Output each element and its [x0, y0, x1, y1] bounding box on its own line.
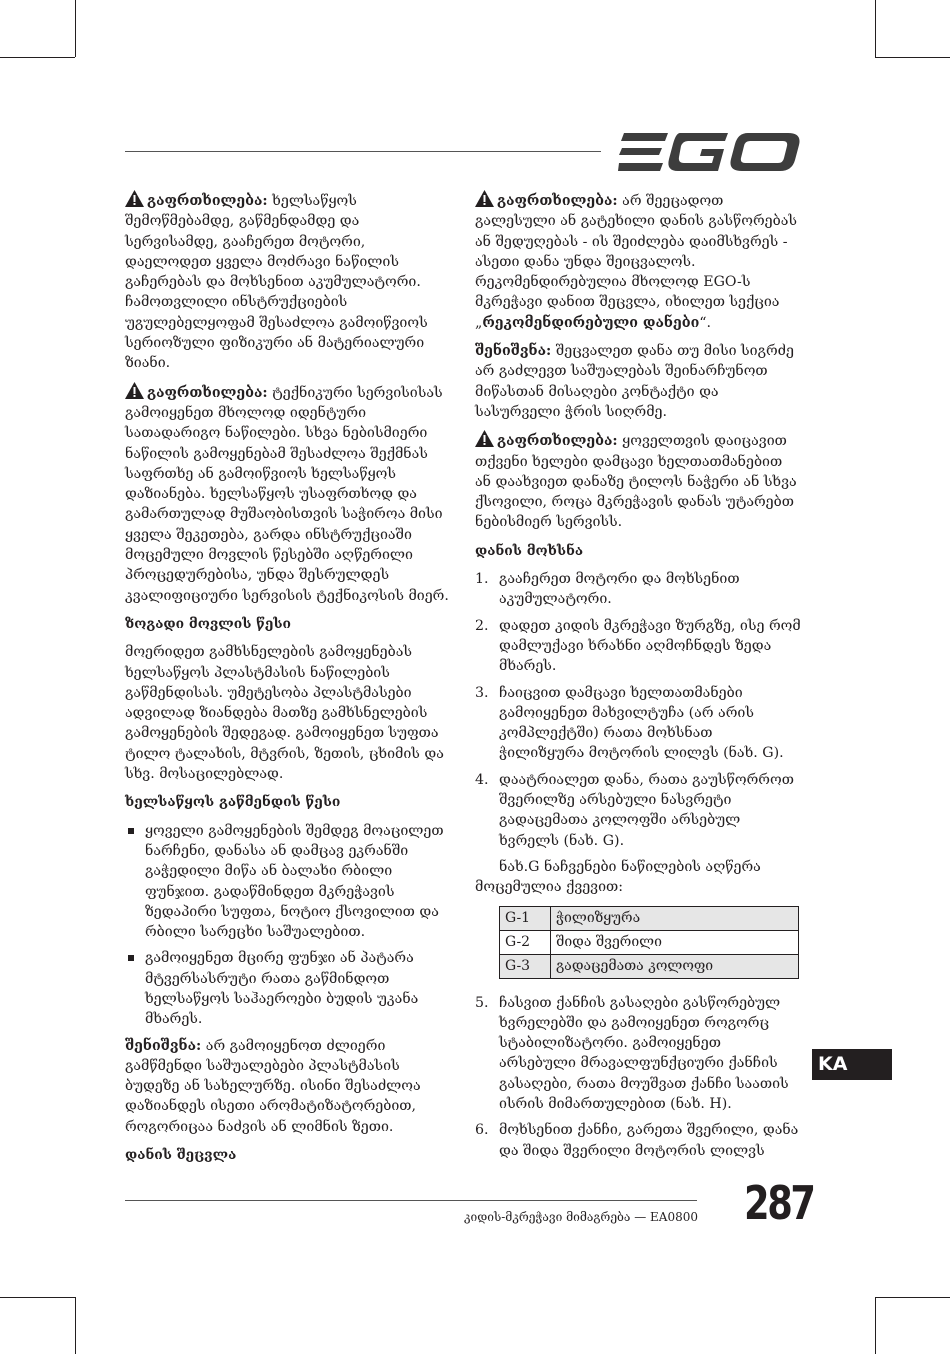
- step-number: 3.: [475, 684, 489, 701]
- table-row: [500, 906, 799, 930]
- warning-paragraph: [475, 430, 801, 532]
- section-heading-cleaning: ხელსაწყოს გაწმენდის წესი: [125, 794, 341, 811]
- footer-rule: [125, 1200, 697, 1201]
- step-text: დადეთ კიდის მკრეჭავი ზურგზე, ისე რომ დამლუქავი ხრახნი აღმოჩნდეს ზედა მხარეს.: [499, 617, 801, 675]
- bullet-square: [128, 828, 134, 834]
- part-code: G-1: [500, 906, 551, 930]
- crop-mark: [0, 1297, 75, 1298]
- bullet-square: [128, 955, 134, 961]
- table-row: [500, 954, 799, 978]
- note-text: არ გამოიყენოთ ძლიერი გამწმენდი საშუალებები პლასტმასის ბუდეზე ან სახელურზე. ისინი შესაძლოა დაზიანდეს ისეთი არომატიზატორებით, როგორიცაა ნაძვის ან ლიმნის ზეთი.: [125, 1037, 421, 1135]
- part-name: ჭილიზყურა: [551, 906, 799, 930]
- table-row: [500, 930, 799, 954]
- warning-text: ხელსაწყოს შემოწმებამდე, გაწმენდამდე და სერვისამდე, გააჩერეთ მოტორი, დაელოდეთ ყველა მოძრავი ნაწილის გაჩერებას და მოხსენით აკუმულატორი. ჩამოთვლილი ინსტრუქციების უგულებელყოფამ შესაძლოა გამოიწვიოს სერიოზული ფიზიკური ან მატერიალური ზიანი.: [125, 193, 428, 372]
- crop-mark: [875, 57, 950, 58]
- warning-text: ტექნიკური სერვისისას გამოიყენეთ მხოლოდ იდენტური სათადარიგო ნაწილები. სხვა ნებისმიერი ნაწილის გამოყენებამ შესაძლოა შექმნას საფრთხე ან გამოიწვიოს ხელსაწყოს დაზიანება. ხელსაწყოს უსაფრთხოდ და გამართულად მუშაობისთვის საჭიროა მისი ყველა შეკეთება, გარდა ინსტრუქციაში მოცემული მოვლის წესებში აღწერილი პროცედურებისა, უნდა შესრულდეს კვალიფიციური სერვისის ტექნიკოსის მიერ.: [125, 384, 449, 604]
- ego-logo: [618, 133, 800, 171]
- crop-mark: [75, 0, 76, 57]
- parts-table: [499, 906, 799, 979]
- left-column: [125, 190, 455, 1173]
- section-heading-general-care: ზოგადი მოვლის წესი: [125, 615, 292, 632]
- step-item: [475, 1120, 801, 1161]
- step-text: მოხსენით ქანჩი, გარეთა შვერილი, დანა და შიდა შვერილი მოტორის ლილვს: [499, 1122, 799, 1159]
- step-number: 6.: [475, 1122, 489, 1139]
- warning-label: გაფრთხილება:: [497, 193, 618, 209]
- cleaning-list: [125, 821, 455, 1030]
- removal-steps-continued: [475, 993, 801, 1161]
- warning-icon: [475, 190, 494, 207]
- warning-paragraph: [125, 190, 455, 374]
- warning-text-end: “.: [699, 314, 712, 331]
- crop-mark: [875, 1297, 876, 1354]
- footer-text: კიდის-მკრეჭავი მიმაგრება — EA0800: [463, 1210, 698, 1224]
- right-column: [475, 190, 801, 1167]
- list-item: [125, 948, 455, 1029]
- list-item-text: გამოიყენეთ მცირე ფუნჯი ან პატარა მტვერსასრუტი რათა გაწმინდოთ ხელსაწყოს საჰაეროები ბუდის უკანა მხარეს.: [145, 950, 419, 1028]
- removal-steps: [475, 569, 801, 851]
- step-number: 4.: [475, 771, 489, 788]
- step-number: 2.: [475, 617, 489, 634]
- crop-mark: [75, 1297, 76, 1354]
- step-item: [475, 993, 801, 1115]
- warning-icon: [125, 190, 144, 207]
- step-item: [475, 616, 801, 677]
- step-text: ჩაიცვით დამცავი ხელთათმანები გამოიყენეთ მახვილტუჩა (არ არის კომპლექტში) რათა მოხსნათ ჭილიზყურა მოტორის ლილვს (ნახ. G).: [499, 684, 784, 762]
- part-name: გადაცემათა კოლოფი: [551, 954, 799, 978]
- section-reference-link: რეკომენდირებული დანები: [482, 314, 700, 331]
- warning-paragraph: [475, 190, 801, 333]
- warning-text: ყოველთვის დაიცავით თქვენი ხელები დამცავი ხელთათმანებით ან დაახვიეთ დანაზე ტილოს ნაჭერი ან სხვა ქსოვილი, როცა მკრეჭავის დანას უტარებთ ნებისმიერ სერვისს.: [475, 433, 797, 531]
- warning-text: არ შეეცადოთ გალესული ან გატეხილი დანის გასწორებას ან შედუღებას - ის შეიძლება დაიმსხვრეს - ასეთი დანა უნდა შეიცვალოს. რეკომენდირებულია მხოლოდ EGO-ს მკრეჭავი დანით შეცვლა, იხილეთ სექცია „: [475, 193, 797, 331]
- part-code: G-2: [500, 930, 551, 954]
- note-label: შენიშვნა:: [475, 343, 552, 360]
- note-paragraph: [125, 1036, 455, 1137]
- step-item: [475, 770, 801, 851]
- note-text: შეცვალეთ დანა თუ მისი სიგრძე არ გაძლევთ საშუალებას შეინარჩუნოთ მიწასთან მისაღები კონტაქტი და სასურველი ჭრის სიღრმე.: [475, 343, 794, 420]
- crop-mark: [875, 0, 876, 57]
- step-number: 1.: [475, 571, 489, 588]
- warning-label: გაფრთხილება:: [497, 433, 618, 450]
- warning-icon: [475, 430, 494, 447]
- step-text: ჩასვით ქანჩის გასაღები გასწორებულ ხვრელებში და გამოიყენეთ როგორც სტაბილიზატორი. გამოიყენეთ არსებული მრავალფუნქციური ქანჩის გასაღები, რათა მოუშვათ ქანჩი საათის ისრის მიმართულებით (ნახ. H).: [499, 994, 789, 1112]
- part-name: შიდა შვერილი: [551, 930, 799, 954]
- step-text: გააჩერეთ მოტორი და მოხსენით აკუმულატორი.: [499, 571, 740, 608]
- note-label: შენიშვნა:: [125, 1037, 202, 1054]
- header-rule: [125, 151, 601, 152]
- warning-label: გაფრთხილება:: [147, 384, 268, 401]
- crop-mark: [875, 1297, 950, 1298]
- page-number: 287: [744, 1176, 814, 1230]
- warning-paragraph: [125, 382, 455, 606]
- warning-icon: [125, 382, 144, 399]
- crop-mark: [0, 57, 75, 58]
- language-tab: KA: [812, 1049, 892, 1080]
- general-care-text: მოერიდეთ გამხსნელების გამოყენებას ხელსაწყოს პლასტმასის ნაწილების გაწმენდისას. უმეტესობა პლასტმასები ადვილად ზიანდება მათზე გამხსნელების გამოყენების შედეგად. გამოიყენეთ სუფთა ტილო ტალახის, მტვრის, ზეთის, ცხიმის და სხვ. მოსაცილებლად.: [125, 644, 444, 783]
- step-item: [475, 569, 801, 610]
- step-number: 5.: [475, 994, 489, 1011]
- step-text: დაატრიალეთ დანა, რათა გაუსწორროთ შვერილზე არსებული ნასვრეტი გადაცემათა კოლოფში არსებულ ხვრელს (ნახ. G).: [499, 771, 794, 849]
- note-paragraph: [475, 341, 801, 422]
- section-heading-blade-replacement: დანის შეცვლა: [125, 1147, 237, 1164]
- part-code: G-3: [500, 954, 551, 978]
- section-heading-blade-removal: დანის მოხსნა: [475, 542, 584, 559]
- step-item: [475, 683, 801, 764]
- list-item: [125, 821, 455, 943]
- list-item-text: ყოველი გამოყენების შემდეგ მოაცილეთ ნარჩენი, დანასა ან დამცავ ეკრანში გაჭედილი მიწა ან ბალახი რბილი ფუნჯით. გადაწმინდეთ მკრეჭავის ზედაპირი სუფთა, ნოტიო ქსოვილით და რბილი სარეცხი საშუალებით.: [145, 822, 444, 941]
- figure-caption: ნახ.G ნაჩვენები ნაწილების აღწერა მოცემულია ქვევით:: [475, 858, 761, 896]
- warning-label: გაფრთხილება:: [147, 193, 268, 209]
